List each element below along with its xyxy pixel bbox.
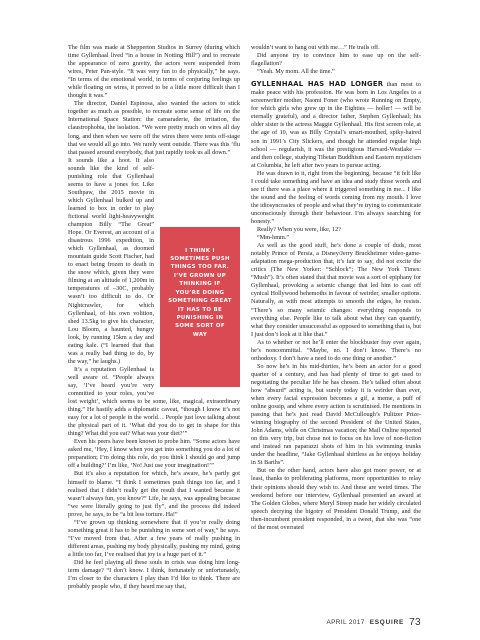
article-paragraph: It’s a reputation Gyllenhaal is well aware of. “People always say, ‘I’ve heard you’re very committed to your roles, you’ve lost weight’, which seems to be some, like, magical, extraordinary thing.” He hastily adds a diplomatic caveat, “though I know it’s not easy for a lot of people in the world… People just love talking about the physical part of it. ‘What did you do to get in shape for this thing? What did you eat? What was your diet?’” xyxy=(68,365,240,438)
article-paragraph: He was drawn to it, right from the beginning, because “it felt like I could take something and have an idea and study those words and see if there was a place where it triggered something in me... I like the sound and the feeling of words coming from my mouth. I love the idiosyncrasies of people and what they’re trying to communicate unconsciously through their behaviour. I’m always searching for honesty.” xyxy=(251,169,421,225)
article-paragraph: But on the other hand, actors have also got more power, or at least, thanks to proliferating platforms, more opportunities to relay their opinions should they wish to. And these are weird times. The weekend before our interview, Gyllenhaal presented an award at The Golden Globes, where Meryl Streep made her widely circulated speech decrying the bigotry of President Donald Trump, and the then-incumbent president responded, in a tweet, that she was “one of the most overrated xyxy=(251,467,421,531)
article-paragraph: But it’s also a reputation for which, he’s aware, he’s partly got himself to blame. “I think I sometimes push things too far, and I realised that I didn’t really get the result that I wanted because it wasn’t always fun, you know?” Life, he says, was appealing because “we were literally going to just fly”, and the process did indeed prove, he says, to be “a bit less torture. Ha!” xyxy=(68,470,240,518)
article-paragraph: The film was made at Shepperton Studios in Surrey (during which time Gyllenhaal lived “in a house in Notting Hill”) and to recreate the appearance of zero gravity, the actors were suspended from wires, Peter Pan-style. “It was very fun to do physically,” he says. “In terms of the emotional world, in terms of conjuring feelings up while floating on wires, it proved to be a little more difficult than I thought it was.” xyxy=(68,44,240,100)
article-paragraph: As well as the good stuff, he’s done a couple of duds, most notably Prince of Persia, a Disney/Jerry Bruckheimer video-game-adaptation mega-production that, it’s fair to say, did not excite the critics (The New Yorker: “Schlock”; The New York Times: “Mush”). It’s often stated that that movie was a sort of epiphany for Gyllenhaal, provoking a seismic change that led him to cast off cynical Hollywood behemoths in favour of weirder, smaller options. Naturally, as with most attempts to smooth the edges, he resists. “There’s so many seismic changes: everything responds to everything else. People like to talk about what they can quantify, what they consider unsuccessful as opposed to something that is, but I just don’t look at it like that.” xyxy=(251,242,421,338)
section-opening-paragraph xyxy=(251,80,421,170)
article-paragraph: Did anyone try to convince him to ease up on the self-flagellation? xyxy=(251,52,421,68)
article-paragraph: “I’ve grown up thinking somewhere that if you’re really doing something great it has to be punishing in some sort of way,” he says. “I’ve moved from that. After a few years of really pushing in different areas, pushing my body physically, pushing my mind, going a little too far, I’ve realised that joy is a huge part of it.” xyxy=(68,518,240,558)
article-paragraph: As to whether or not he’ll enter the blockbuster fray ever again, he’s noncommittal. “Maybe, no. I don’t know. There’s no orthodoxy. I don’t have a need to do one thing or another.” xyxy=(251,338,421,362)
article-paragraph: It sounds like a hoot. It also sounds like the kind of self-punishing role that Gyllenhaal seems to have a jones for. Like Southpaw, the 2015 movie in which Gyllenhaal bulked up and learned to box in order to play fictional world light-heavyweight champion Billy “The Great” Hope. Or Everest, an account of a disastrous 1996 expedition, in which Gyllenhaal, as doomed mountain guide Scott Fischer, had to enact being frozen to death in the snow which, given they were filming at an altitude of 1,200m in temperatures of –30C, probably wasn’t too difficult to do. Or Nightcrawler, for which Gyllenhaal, of his own volition, shed 13.5kg to give his character, Lou Bloom, a haunted, hungry look, by running 15km a day and eating kale. (“I learned that that was a really bad thing to do, by the way,” he laughs.) xyxy=(68,156,154,365)
article-paragraph: “Yeah. My mom. All the time.” xyxy=(257,68,335,76)
article-paragraph: So now he’s in his mid-thirties, he’s been an actor for a good quarter of a century, and has had plenty of time to get used to negotiating the peculiar life he has chosen. He’s talked often about how “absurd” acting is, but surely today it is weirder than ever, when every facial expression becomes a gif, a meme, a puff of online gossip, and where every action is scrutinised. He mentions in passing that he’s just read David McCullough’s Pulitzer Prize-winning biography of the second President of the United States, John Adams, while on Christmas vacation; the Mail Online reported on this very trip, but chose not to focus on his love of non-fiction and instead ran paparazzi shots of him in his swimming trunks under the headline, “Jake Gyllenhaal shirtless as he enjoys holiday in St Barths”. xyxy=(251,362,421,467)
article-left-column xyxy=(68,44,240,591)
magazine-name: ESQUIRE xyxy=(369,619,405,626)
section-opening-text: than most to make peace with his profession. He was born in Los Angeles to a screenwriter mother, Naomi Foner (who wrote Running on Empty, for which girls who grew up in the Eighties — holler! — will be eternally grateful), and a director father, Stephen Gyllenhaal; his older sister is the actress Maggie Gyllenhaal. His first screen role, at the age of 10, was as Billy Crystal’s smart-mouthed, spiky-haired son in 1991’s City Slickers, and though he attended regular high school — regularish, it was the prestigious Harvard-Westlake — and then college, studying Tibetan Buddhism and Eastern mysticism at Columbia, he left after two years to pursue acting. xyxy=(251,81,421,169)
article-paragraph: Really? When you were, like, 12? xyxy=(257,226,341,234)
page-footer xyxy=(0,617,421,628)
section-lead-in: GYLLENHAAL HAS HAD LONGER xyxy=(251,80,384,89)
article-paragraph: “Mm-hmm.” xyxy=(257,234,290,242)
page-number: 73 xyxy=(409,617,421,628)
article-paragraph: wouldn’t want to hang out with me…” He trails off. xyxy=(251,44,380,51)
article-paragraph: The director, Daniel Espinosa, also wanted the actors to stick together as much as possible, to recreate some sense of life on the International Space Station: the camaraderie, the irritation, the claustrophobia, the isolation. “We were pretty much on wires all day long, and then when we were off the wires there were tents off-stage that we would all go into. We rarely went outside. There was this ’flu that passed around everybody, that just rapidly took us all down.” xyxy=(68,100,240,156)
pull-quote: I THINK I SOMETIMES PUSH THINGS TOO FAR. I’VE GROWN UP THINKING IF YOU’RE DOING SOMETHING GREAT IT HAS TO BE PUNISHING IN SOME SORT OF WAY xyxy=(160,227,240,387)
article-right-column xyxy=(251,44,421,532)
article-paragraph: Did he feel playing all these souls in crisis was doing him long-term damage? “I don’t know. I think, fortunately or unfortunately, I’m closer to the characters I play than I’d like to think. There are probably people who, if they heard me say that, xyxy=(68,559,240,591)
article-paragraph: Even his peers have been known to probe him. “Some actors have asked me, ‘Hey, I know when you get into something you do a lot of preparation; I’m doing this role, do you think I should go and jump off a building?’ I’m like, ‘No! Just use your imagination!’” xyxy=(68,438,240,470)
issue-date: APRIL 2017 xyxy=(326,619,365,626)
